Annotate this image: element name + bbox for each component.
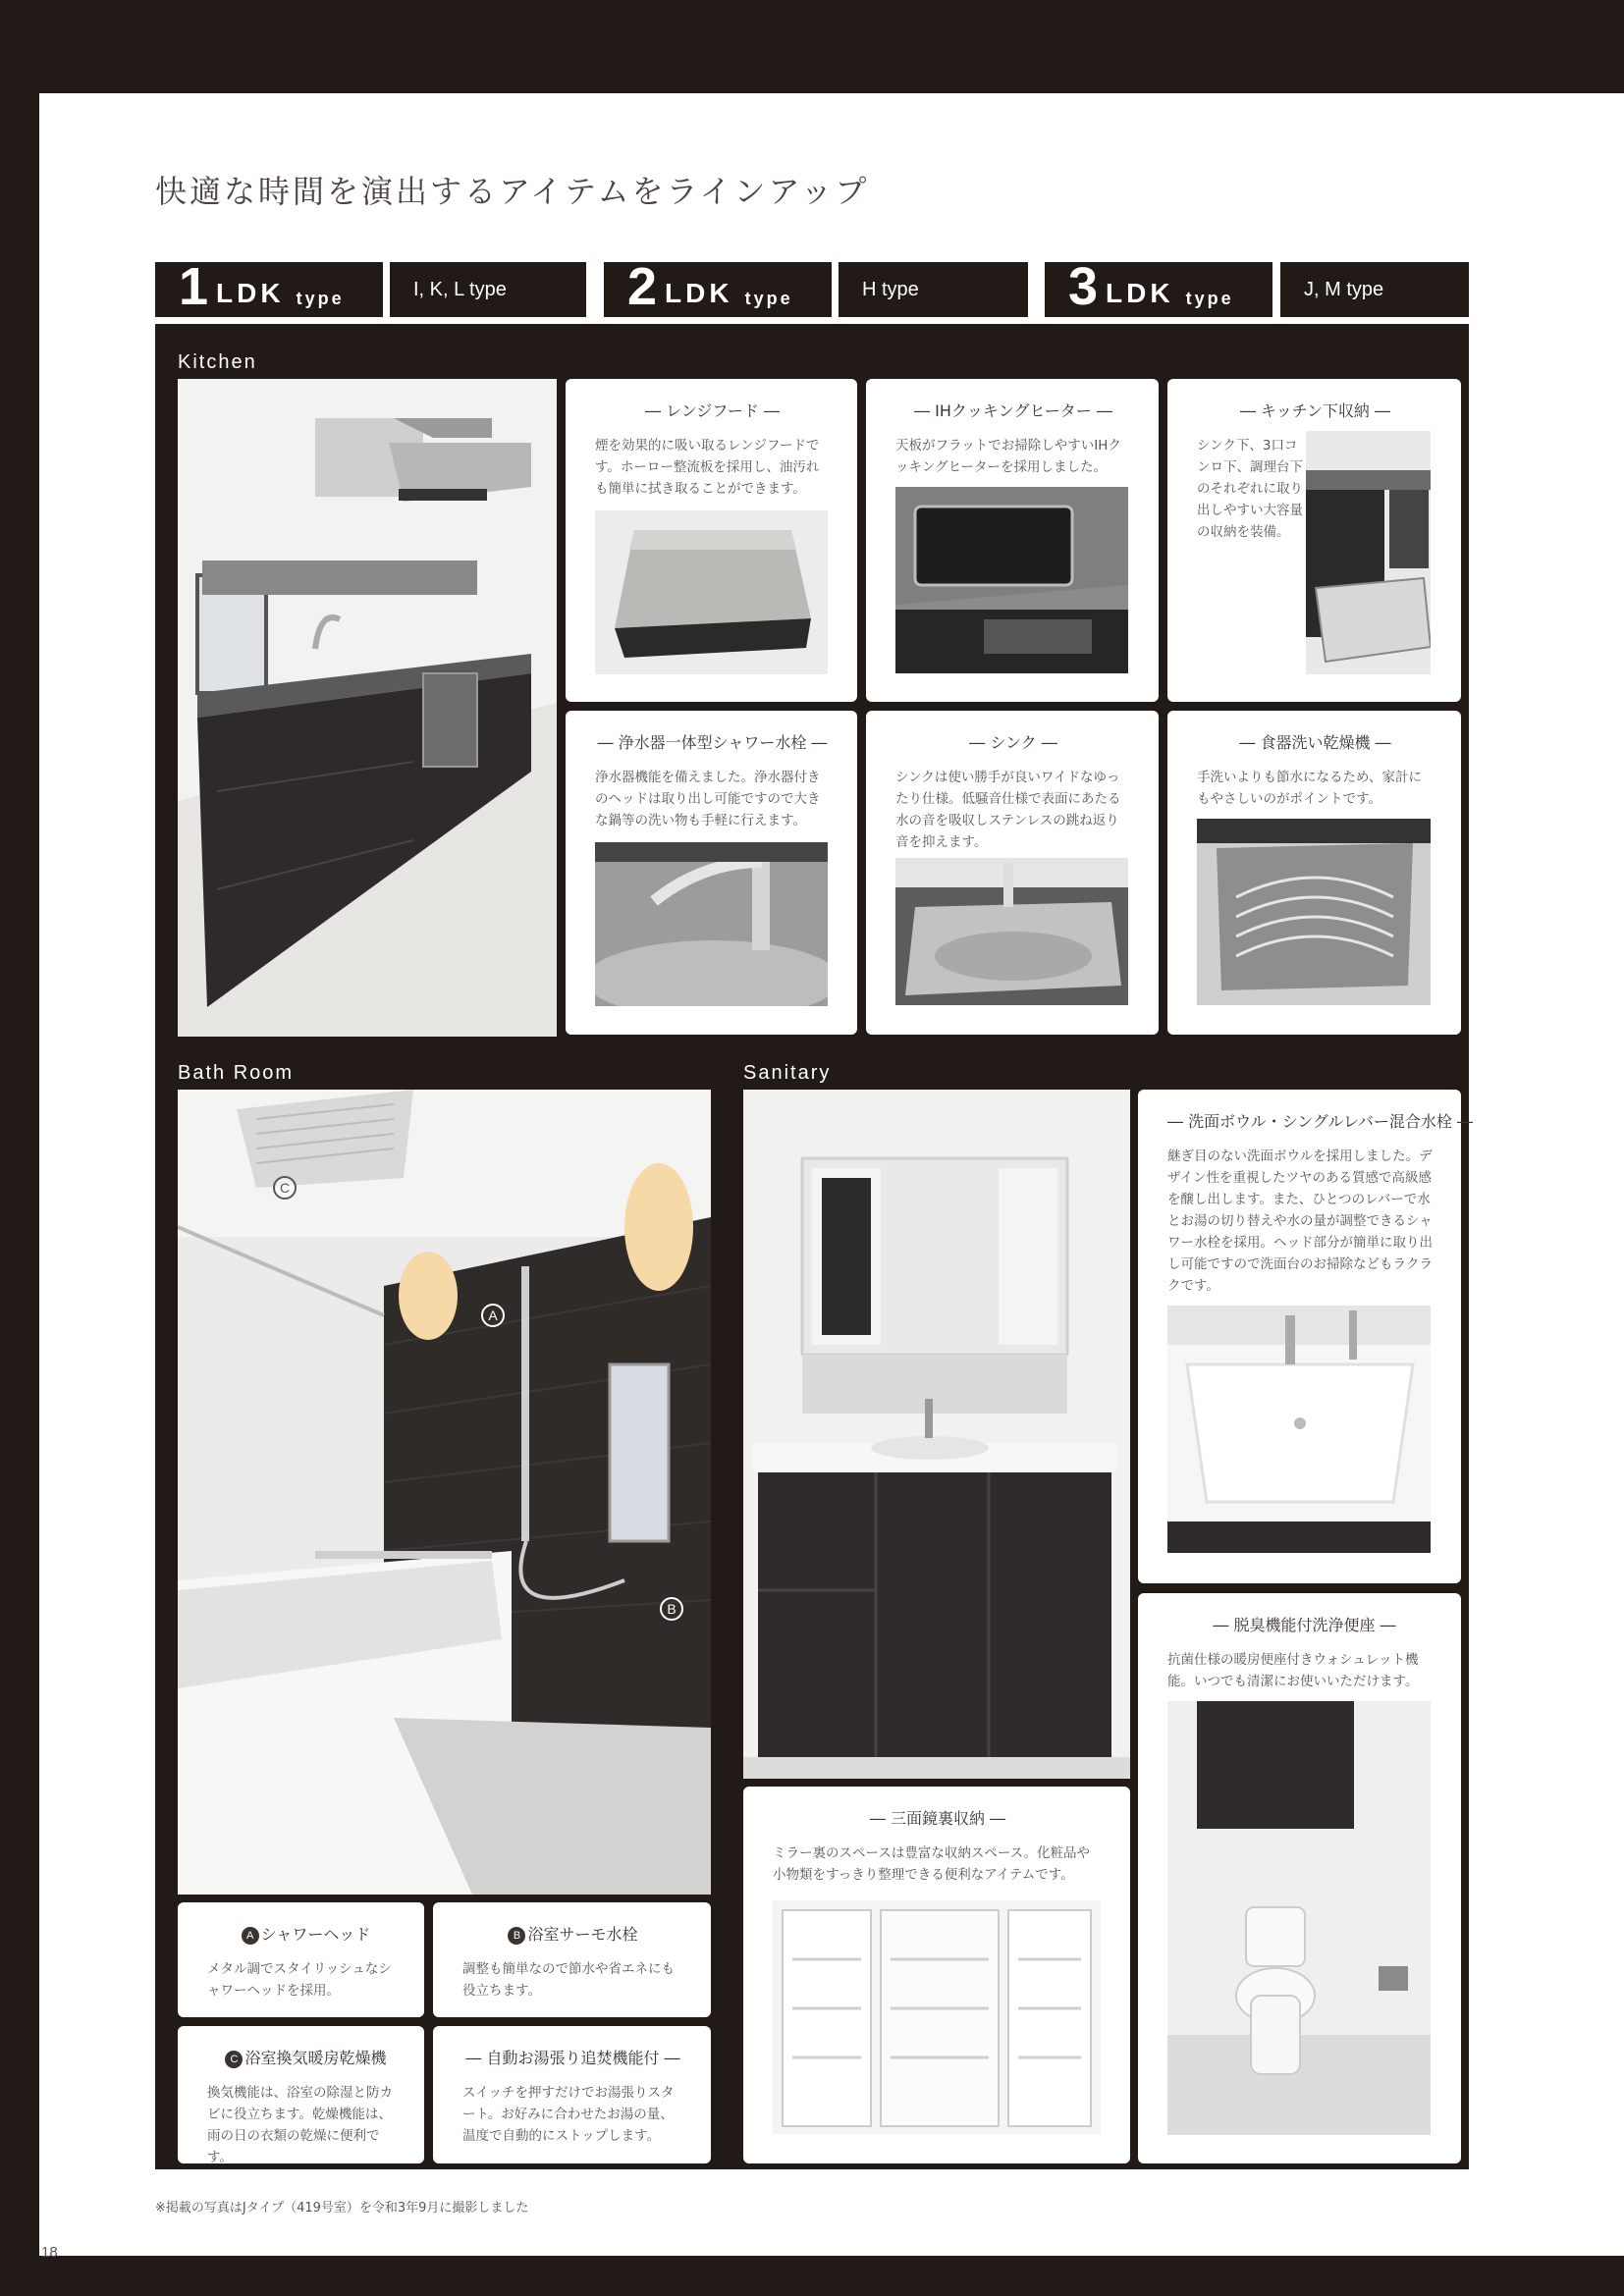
card-toilet-seat bbox=[1138, 1593, 1461, 2163]
ih-heater-photo bbox=[895, 487, 1128, 673]
section-label-kitchen: Kitchen bbox=[178, 351, 257, 373]
card-ih-heater bbox=[866, 379, 1159, 702]
card-title bbox=[462, 1922, 683, 1945]
card-text: 調整も簡単なので節水や省エネにも役立ちます。 bbox=[462, 1961, 675, 1999]
card-text: 換気機能は、浴室の除湿と防カビに役立ちます。乾燥機能は、雨の日の衣類の乾燥に便利です。 bbox=[207, 2085, 393, 2165]
section-label-bath: Bath Room bbox=[178, 1062, 295, 1084]
card-title: ― 浄水器一体型シャワー水栓 ― bbox=[597, 733, 828, 752]
card-shower-head bbox=[178, 1902, 424, 2017]
card-title: ― 食器洗い乾燥機 ― bbox=[1239, 733, 1391, 752]
card-title-text: 浴室換気暖房乾燥機 bbox=[244, 2049, 387, 2067]
dishwasher-photo bbox=[1197, 819, 1431, 1005]
type-number: 1 bbox=[179, 257, 209, 316]
card-title: ― 自動お湯張り追焚機能付 ― bbox=[465, 2049, 680, 2067]
type-1ldk-units: I, K, L type bbox=[390, 262, 586, 317]
range-hood-photo bbox=[595, 510, 828, 674]
card-text: シンクは使い勝手が良いワイドなゆったり仕様。低騒音仕様で表面にあたる水の音を吸収しステンレスの跳ね返り音を抑えます。 bbox=[895, 770, 1121, 850]
type-1ldk-label bbox=[155, 257, 383, 317]
card-title-text: 浴室サーモ水栓 bbox=[527, 1925, 638, 1944]
bathroom-main-photo bbox=[178, 1090, 711, 1895]
card-sink bbox=[866, 711, 1159, 1035]
type-2ldk-label bbox=[604, 257, 832, 317]
card-range-hood bbox=[566, 379, 857, 702]
type-ldk: LDK bbox=[665, 278, 733, 308]
card-title: ― レンジフード ― bbox=[645, 401, 780, 420]
card-bath-dryer bbox=[178, 2026, 424, 2163]
wash-bowl-photo bbox=[1167, 1306, 1431, 1553]
card-text: ミラー裏のスペースは豊富な収納スペース。化粧品や小物類をすっきり整理できる便利なアイテムです。 bbox=[773, 1845, 1091, 1883]
type-word: type bbox=[1185, 289, 1234, 308]
type-ldk: LDK bbox=[1106, 278, 1174, 308]
card-water-purifier-faucet bbox=[566, 711, 857, 1035]
card-text: 煙を効果的に吸い取るレンジフードです。ホーロー整流板を採用し、油汚れも簡単に拭き取ることができます。 bbox=[595, 438, 820, 497]
bath-marker-c: C bbox=[273, 1176, 297, 1200]
type-2ldk-units: H type bbox=[839, 262, 1028, 317]
bath-marker-b: B bbox=[660, 1597, 683, 1621]
card-thermo-faucet bbox=[433, 1902, 711, 2017]
mirror-storage-photo bbox=[773, 1900, 1101, 2134]
bath-marker-a: A bbox=[481, 1304, 505, 1327]
footnote: ※掲載の写真はJタイプ（419号室）を令和3年9月に撮影しました bbox=[155, 2201, 529, 2216]
card-dishwasher bbox=[1167, 711, 1461, 1035]
card-title: ― 洗面ボウル・シングルレバー混合水栓 ― bbox=[1167, 1112, 1473, 1131]
type-word: type bbox=[744, 289, 793, 308]
card-text: 浄水器機能を備えました。浄水器付きのヘッドは取り出し可能ですので大きな鍋等の洗い物も手軽に行えます。 bbox=[595, 770, 821, 828]
card-text: 継ぎ目のない洗面ボウルを採用しました。デザイン性を重視したツヤのある質感で高級感を醸し出します。また、ひとつのレバーで水とお湯の切り替えや水の量が調整できるシャワー水栓を採用。ヘッド部分が簡単に取り出し可能ですので洗面台のお掃除などもラクラクです。 bbox=[1167, 1148, 1433, 1294]
type-number: 2 bbox=[627, 257, 658, 316]
type-3ldk-label bbox=[1045, 257, 1272, 317]
card-text: 抗菌仕様の暖房便座付きウォシュレット機能。いつでも清潔にお使いいただけます。 bbox=[1167, 1652, 1419, 1689]
card-title: ― IHクッキングヒーター ― bbox=[914, 401, 1112, 420]
card-wash-bowl-faucet bbox=[1138, 1090, 1473, 1583]
card-text: メタル調でスタイリッシュなシャワーヘッドを採用。 bbox=[207, 1961, 392, 1999]
card-title bbox=[207, 1922, 405, 1945]
kitchen-main-photo bbox=[178, 379, 557, 1037]
card-text: 手洗いよりも節水になるため、家計にもやさしいのがポイントです。 bbox=[1197, 770, 1422, 807]
card-text: スイッチを押すだけでお湯張りスタート。お好みに合わせたお湯の量、温度で自動的にストップします。 bbox=[462, 2085, 675, 2144]
card-auto-bath bbox=[433, 2026, 711, 2163]
card-badge: B bbox=[508, 1927, 525, 1945]
kitchen-storage-photo bbox=[1306, 431, 1431, 674]
card-kitchen-storage bbox=[1167, 379, 1461, 702]
card-mirror-storage bbox=[743, 1787, 1130, 2163]
section-label-sanitary: Sanitary bbox=[743, 1062, 832, 1084]
faucet-photo bbox=[595, 842, 828, 1006]
card-title: ― 三面鏡裏収納 ― bbox=[869, 1809, 1006, 1828]
sanitary-main-photo bbox=[743, 1090, 1130, 1779]
type-ldk: LDK bbox=[216, 278, 285, 308]
card-title: ― 脱臭機能付洗浄便座 ― bbox=[1213, 1616, 1396, 1634]
type-3ldk-units: J, M type bbox=[1280, 262, 1469, 317]
card-badge: C bbox=[225, 2051, 243, 2068]
card-title bbox=[207, 2046, 405, 2068]
card-text: シンク下、3口コンロ下、調理台下のそれぞれに取り出しやすい大容量の収納を装備。 bbox=[1197, 438, 1303, 540]
page-number: 18 bbox=[41, 2244, 58, 2261]
card-text: 天板がフラットでお掃除しやすいIHクッキングヒーターを採用しました。 bbox=[895, 438, 1121, 475]
card-title-text: シャワーヘッド bbox=[260, 1925, 371, 1944]
type-word: type bbox=[296, 289, 345, 308]
page-title: 快適な時間を演出するアイテムをラインアップ bbox=[155, 173, 870, 210]
type-number: 3 bbox=[1068, 257, 1099, 316]
card-title: ― キッチン下収納 ― bbox=[1239, 401, 1391, 420]
card-title: ― シンク ― bbox=[969, 733, 1057, 752]
card-badge: A bbox=[242, 1927, 259, 1945]
sink-photo bbox=[895, 858, 1128, 1005]
toilet-photo bbox=[1167, 1701, 1431, 2135]
